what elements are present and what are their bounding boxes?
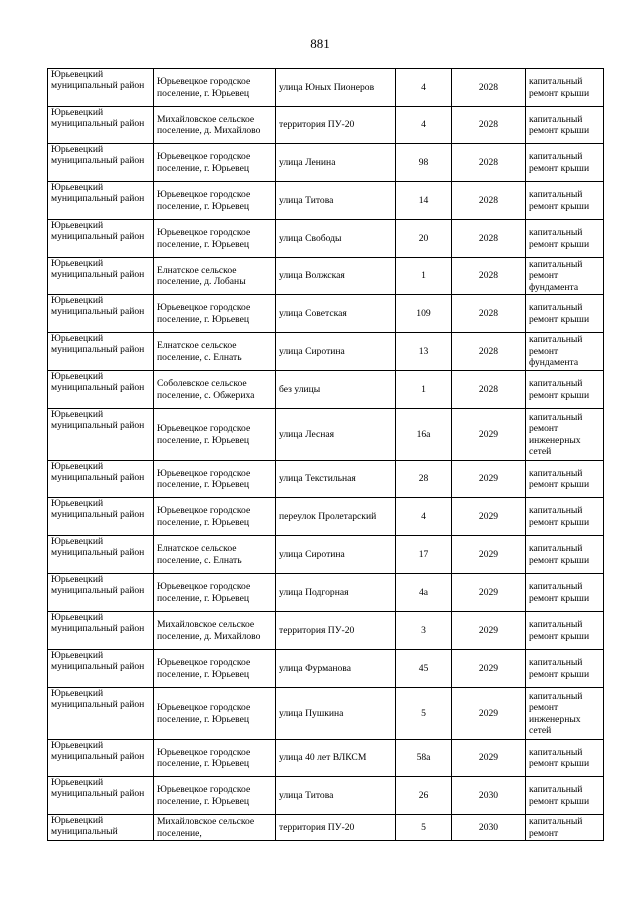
- year-cell: 2029: [452, 409, 526, 461]
- street-cell: улица 40 лет ВЛКСМ: [276, 740, 396, 777]
- house-number-cell: 4: [396, 498, 452, 536]
- work-type-cell: капитальный ремонт крыши: [526, 777, 604, 815]
- year-cell: 2030: [452, 815, 526, 841]
- district-cell: Юрьевецкий муниципальный район: [48, 409, 154, 461]
- house-number-cell: 28: [396, 461, 452, 498]
- table-row: [48, 815, 604, 841]
- work-type-cell: капитальный ремонт крыши: [526, 107, 604, 144]
- settlement-cell: Юрьевецкое городское поселение, г. Юрьевец: [154, 688, 276, 740]
- settlement-cell: Юрьевецкое городское поселение, г. Юрьевец: [154, 220, 276, 258]
- district-cell: Юрьевецкий муниципальный район: [48, 536, 154, 574]
- table-row: [48, 740, 604, 777]
- street-cell: территория ПУ-20: [276, 612, 396, 650]
- table-row: [48, 536, 604, 574]
- year-cell: 2028: [452, 69, 526, 107]
- work-type-cell: капитальный ремонт инженерных сетей: [526, 688, 604, 740]
- table-row: [48, 461, 604, 498]
- year-cell: 2028: [452, 182, 526, 220]
- year-cell: 2029: [452, 688, 526, 740]
- year-cell: 2029: [452, 498, 526, 536]
- work-type-cell: капитальный ремонт крыши: [526, 220, 604, 258]
- street-cell: улица Волжская: [276, 258, 396, 295]
- year-cell: 2028: [452, 258, 526, 295]
- settlement-cell: Соболевское сельское поселение, с. Обжериха: [154, 371, 276, 409]
- table-row: [48, 688, 604, 740]
- year-cell: 2028: [452, 144, 526, 182]
- house-number-cell: 1: [396, 258, 452, 295]
- settlement-cell: Юрьевецкое городское поселение, г. Юрьевец: [154, 182, 276, 220]
- street-cell: улица Титова: [276, 182, 396, 220]
- work-type-cell: капитальный ремонт крыши: [526, 498, 604, 536]
- district-cell: Юрьевецкий муниципальный район: [48, 220, 154, 258]
- street-cell: улица Сиротина: [276, 536, 396, 574]
- table-row: [48, 220, 604, 258]
- district-cell: Юрьевецкий муниципальный район: [48, 650, 154, 688]
- work-type-cell: капитальный ремонт крыши: [526, 740, 604, 777]
- street-cell: территория ПУ-20: [276, 815, 396, 841]
- house-number-cell: 4: [396, 107, 452, 144]
- district-cell: Юрьевецкий муниципальный район: [48, 740, 154, 777]
- year-cell: 2030: [452, 777, 526, 815]
- work-type-cell: капитальный ремонт крыши: [526, 574, 604, 612]
- street-cell: улица Фурманова: [276, 650, 396, 688]
- year-cell: 2029: [452, 740, 526, 777]
- work-type-cell: капитальный ремонт крыши: [526, 182, 604, 220]
- work-type-cell: капитальный ремонт крыши: [526, 371, 604, 409]
- table-row: [48, 498, 604, 536]
- district-cell: Юрьевецкий муниципальный район: [48, 574, 154, 612]
- work-type-cell: капитальный ремонт фундамента: [526, 258, 604, 295]
- district-cell: Юрьевецкий муниципальный район: [48, 69, 154, 107]
- street-cell: улица Подгорная: [276, 574, 396, 612]
- table-row: [48, 69, 604, 107]
- district-cell: Юрьевецкий муниципальный: [48, 815, 154, 841]
- district-cell: Юрьевецкий муниципальный район: [48, 688, 154, 740]
- street-cell: улица Текстильная: [276, 461, 396, 498]
- table-row: [48, 295, 604, 333]
- work-type-cell: капитальный ремонт крыши: [526, 612, 604, 650]
- district-cell: Юрьевецкий муниципальный район: [48, 612, 154, 650]
- house-number-cell: 45: [396, 650, 452, 688]
- year-cell: 2028: [452, 333, 526, 371]
- year-cell: 2029: [452, 612, 526, 650]
- table-row: [48, 144, 604, 182]
- settlement-cell: Елнатское сельское поселение, с. Елнать: [154, 536, 276, 574]
- street-cell: улица Свободы: [276, 220, 396, 258]
- house-number-cell: 14: [396, 182, 452, 220]
- year-cell: 2029: [452, 536, 526, 574]
- house-number-cell: 16а: [396, 409, 452, 461]
- table-row: [48, 333, 604, 371]
- table-row: [48, 409, 604, 461]
- work-type-cell: капитальный ремонт крыши: [526, 69, 604, 107]
- work-type-cell: капитальный ремонт крыши: [526, 536, 604, 574]
- house-number-cell: 20: [396, 220, 452, 258]
- district-cell: Юрьевецкий муниципальный район: [48, 258, 154, 295]
- settlement-cell: Юрьевецкое городское поселение, г. Юрьевец: [154, 69, 276, 107]
- settlement-cell: Михайловское сельское поселение, д. Михайлово: [154, 107, 276, 144]
- district-cell: Юрьевецкий муниципальный район: [48, 144, 154, 182]
- settlement-cell: Елнатское сельское поселение, д. Лобаны: [154, 258, 276, 295]
- work-type-cell: капитальный ремонт крыши: [526, 461, 604, 498]
- work-type-cell: капитальный ремонт инженерных сетей: [526, 409, 604, 461]
- house-number-cell: 98: [396, 144, 452, 182]
- settlement-cell: Юрьевецкое городское поселение, г. Юрьевец: [154, 409, 276, 461]
- table-row: [48, 574, 604, 612]
- year-cell: 2028: [452, 107, 526, 144]
- house-number-cell: 5: [396, 688, 452, 740]
- street-cell: улица Советская: [276, 295, 396, 333]
- house-number-cell: 4: [396, 69, 452, 107]
- street-cell: без улицы: [276, 371, 396, 409]
- table-row: [48, 371, 604, 409]
- settlement-cell: Юрьевецкое городское поселение, г. Юрьевец: [154, 461, 276, 498]
- work-type-cell: капитальный ремонт крыши: [526, 650, 604, 688]
- street-cell: территория ПУ-20: [276, 107, 396, 144]
- district-cell: Юрьевецкий муниципальный район: [48, 371, 154, 409]
- year-cell: 2028: [452, 220, 526, 258]
- settlement-cell: Елнатское сельское поселение, с. Елнать: [154, 333, 276, 371]
- house-number-cell: 5: [396, 815, 452, 841]
- district-cell: Юрьевецкий муниципальный район: [48, 461, 154, 498]
- table-row: [48, 612, 604, 650]
- house-number-cell: 1: [396, 371, 452, 409]
- year-cell: 2029: [452, 574, 526, 612]
- table-row: [48, 258, 604, 295]
- table-row: [48, 650, 604, 688]
- repair-schedule-table: [47, 68, 604, 841]
- street-cell: улица Ленина: [276, 144, 396, 182]
- work-type-cell: капитальный ремонт: [526, 815, 604, 841]
- settlement-cell: Юрьевецкое городское поселение, г. Юрьевец: [154, 574, 276, 612]
- year-cell: 2029: [452, 461, 526, 498]
- house-number-cell: 4а: [396, 574, 452, 612]
- street-cell: улица Пушкина: [276, 688, 396, 740]
- district-cell: Юрьевецкий муниципальный район: [48, 777, 154, 815]
- page-number: 881: [310, 36, 330, 51]
- street-cell: улица Юных Пионеров: [276, 69, 396, 107]
- street-cell: улица Титова: [276, 777, 396, 815]
- house-number-cell: 58а: [396, 740, 452, 777]
- settlement-cell: Юрьевецкое городское поселение, г. Юрьевец: [154, 740, 276, 777]
- district-cell: Юрьевецкий муниципальный район: [48, 182, 154, 220]
- street-cell: улица Сиротина: [276, 333, 396, 371]
- table-row: [48, 777, 604, 815]
- district-cell: Юрьевецкий муниципальный район: [48, 498, 154, 536]
- year-cell: 2028: [452, 371, 526, 409]
- house-number-cell: 109: [396, 295, 452, 333]
- street-cell: переулок Пролетарский: [276, 498, 396, 536]
- house-number-cell: 26: [396, 777, 452, 815]
- district-cell: Юрьевецкий муниципальный район: [48, 333, 154, 371]
- district-cell: Юрьевецкий муниципальный район: [48, 295, 154, 333]
- work-type-cell: капитальный ремонт фундамента: [526, 333, 604, 371]
- settlement-cell: Юрьевецкое городское поселение, г. Юрьевец: [154, 295, 276, 333]
- settlement-cell: Юрьевецкое городское поселение, г. Юрьевец: [154, 144, 276, 182]
- settlement-cell: Юрьевецкое городское поселение, г. Юрьевец: [154, 498, 276, 536]
- settlement-cell: Михайловское сельское поселение,: [154, 815, 276, 841]
- work-type-cell: капитальный ремонт крыши: [526, 295, 604, 333]
- settlement-cell: Михайловское сельское поселение, д. Михайлово: [154, 612, 276, 650]
- house-number-cell: 13: [396, 333, 452, 371]
- settlement-cell: Юрьевецкое городское поселение, г. Юрьевец: [154, 777, 276, 815]
- house-number-cell: 17: [396, 536, 452, 574]
- work-type-cell: капитальный ремонт крыши: [526, 144, 604, 182]
- year-cell: 2029: [452, 650, 526, 688]
- district-cell: Юрьевецкий муниципальный район: [48, 107, 154, 144]
- street-cell: улица Лесная: [276, 409, 396, 461]
- house-number-cell: 3: [396, 612, 452, 650]
- table-row: [48, 182, 604, 220]
- year-cell: 2028: [452, 295, 526, 333]
- table-row: [48, 107, 604, 144]
- settlement-cell: Юрьевецкое городское поселение, г. Юрьевец: [154, 650, 276, 688]
